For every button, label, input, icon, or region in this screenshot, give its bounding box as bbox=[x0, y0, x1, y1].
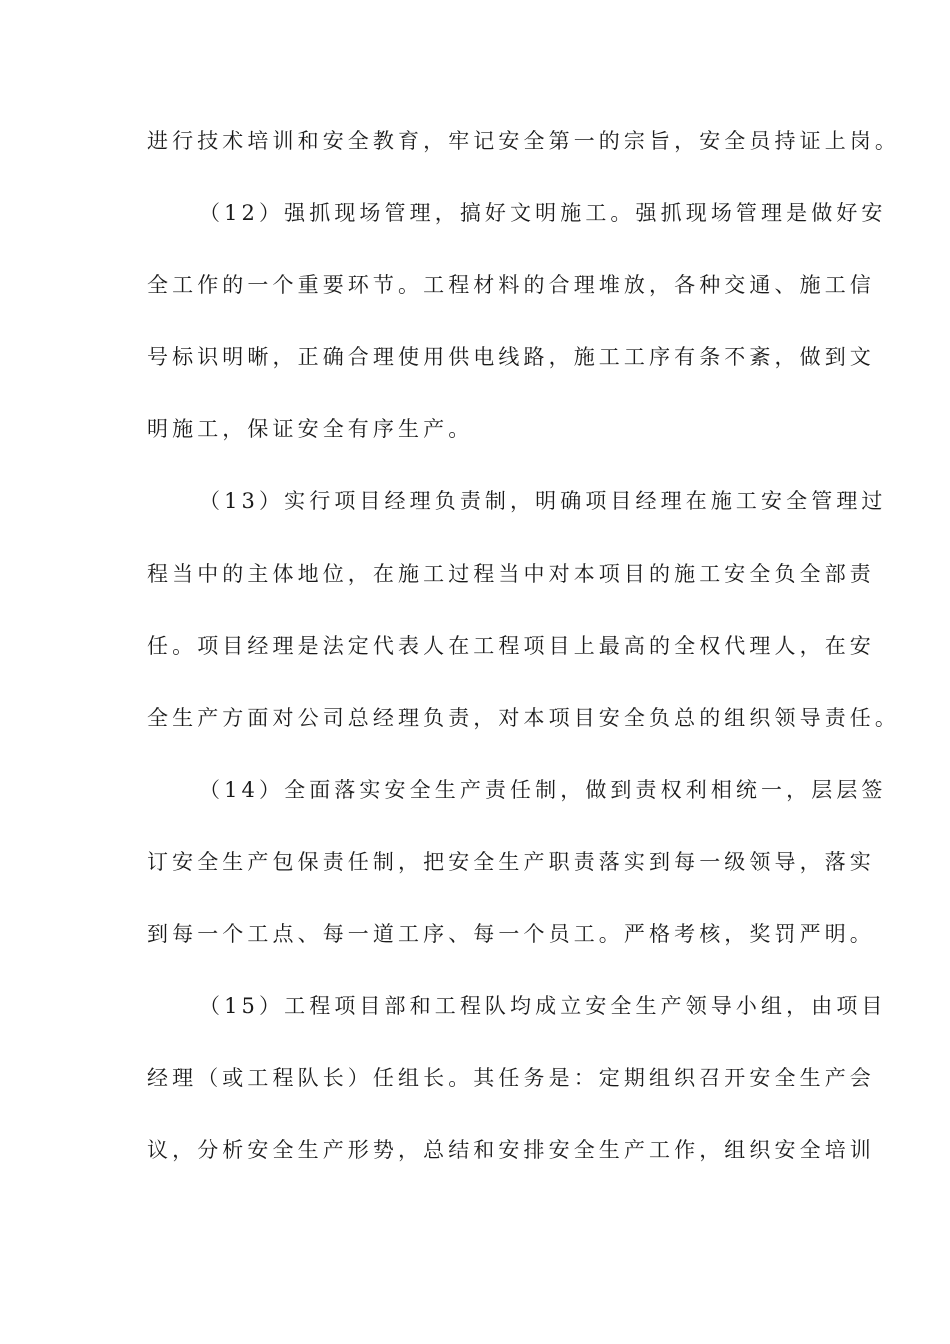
paragraph-15-start: （15）工程项目部和工程队均成立安全生产领导小组，由项目 bbox=[199, 994, 887, 1019]
text-line: 到每一个工点、每一道工序、每一个员工。严格考核，奖罚严明。 bbox=[147, 922, 875, 947]
text-line: 号标识明晰，正确合理使用供电线路，施工工序有条不紊，做到文 bbox=[147, 345, 875, 370]
text-line: 议，分析安全生产形势，总结和安排安全生产工作，组织安全培训 bbox=[147, 1138, 875, 1163]
text-line: 订安全生产包保责任制，把安全生产职责落实到每一级领导，落实 bbox=[147, 849, 875, 874]
body-text bbox=[147, 128, 900, 1209]
text-line: 明施工，保证安全有序生产。 bbox=[147, 417, 474, 442]
text-line: 经理（或工程队长）任组长。其任务是：定期组织召开安全生产会 bbox=[147, 1066, 875, 1091]
paragraph-14-start: （14）全面落实安全生产责任制，做到责权利相统一，层层签 bbox=[199, 777, 887, 802]
text-line: 进行技术培训和安全教育，牢记安全第一的宗旨，安全员持证上岗。 bbox=[147, 129, 900, 153]
text-line: 全工作的一个重要环节。工程材料的合理堆放，各种交通、施工信 bbox=[147, 273, 875, 298]
text-line: 任。项目经理是法定代表人在工程项目上最高的全权代理人，在安 bbox=[147, 633, 875, 658]
text-line: 程当中的主体地位，在施工过程当中对本项目的施工安全负全部责 bbox=[147, 561, 875, 586]
paragraph-13-start: （13）实行项目经理负责制，明确项目经理在施工安全管理过 bbox=[199, 489, 887, 514]
text-line: 全生产方面对公司总经理负责，对本项目安全负总的组织领导责任。 bbox=[147, 705, 900, 730]
paragraph-12-start: （12）强抓现场管理，搞好文明施工。强抓现场管理是做好安 bbox=[199, 201, 887, 226]
